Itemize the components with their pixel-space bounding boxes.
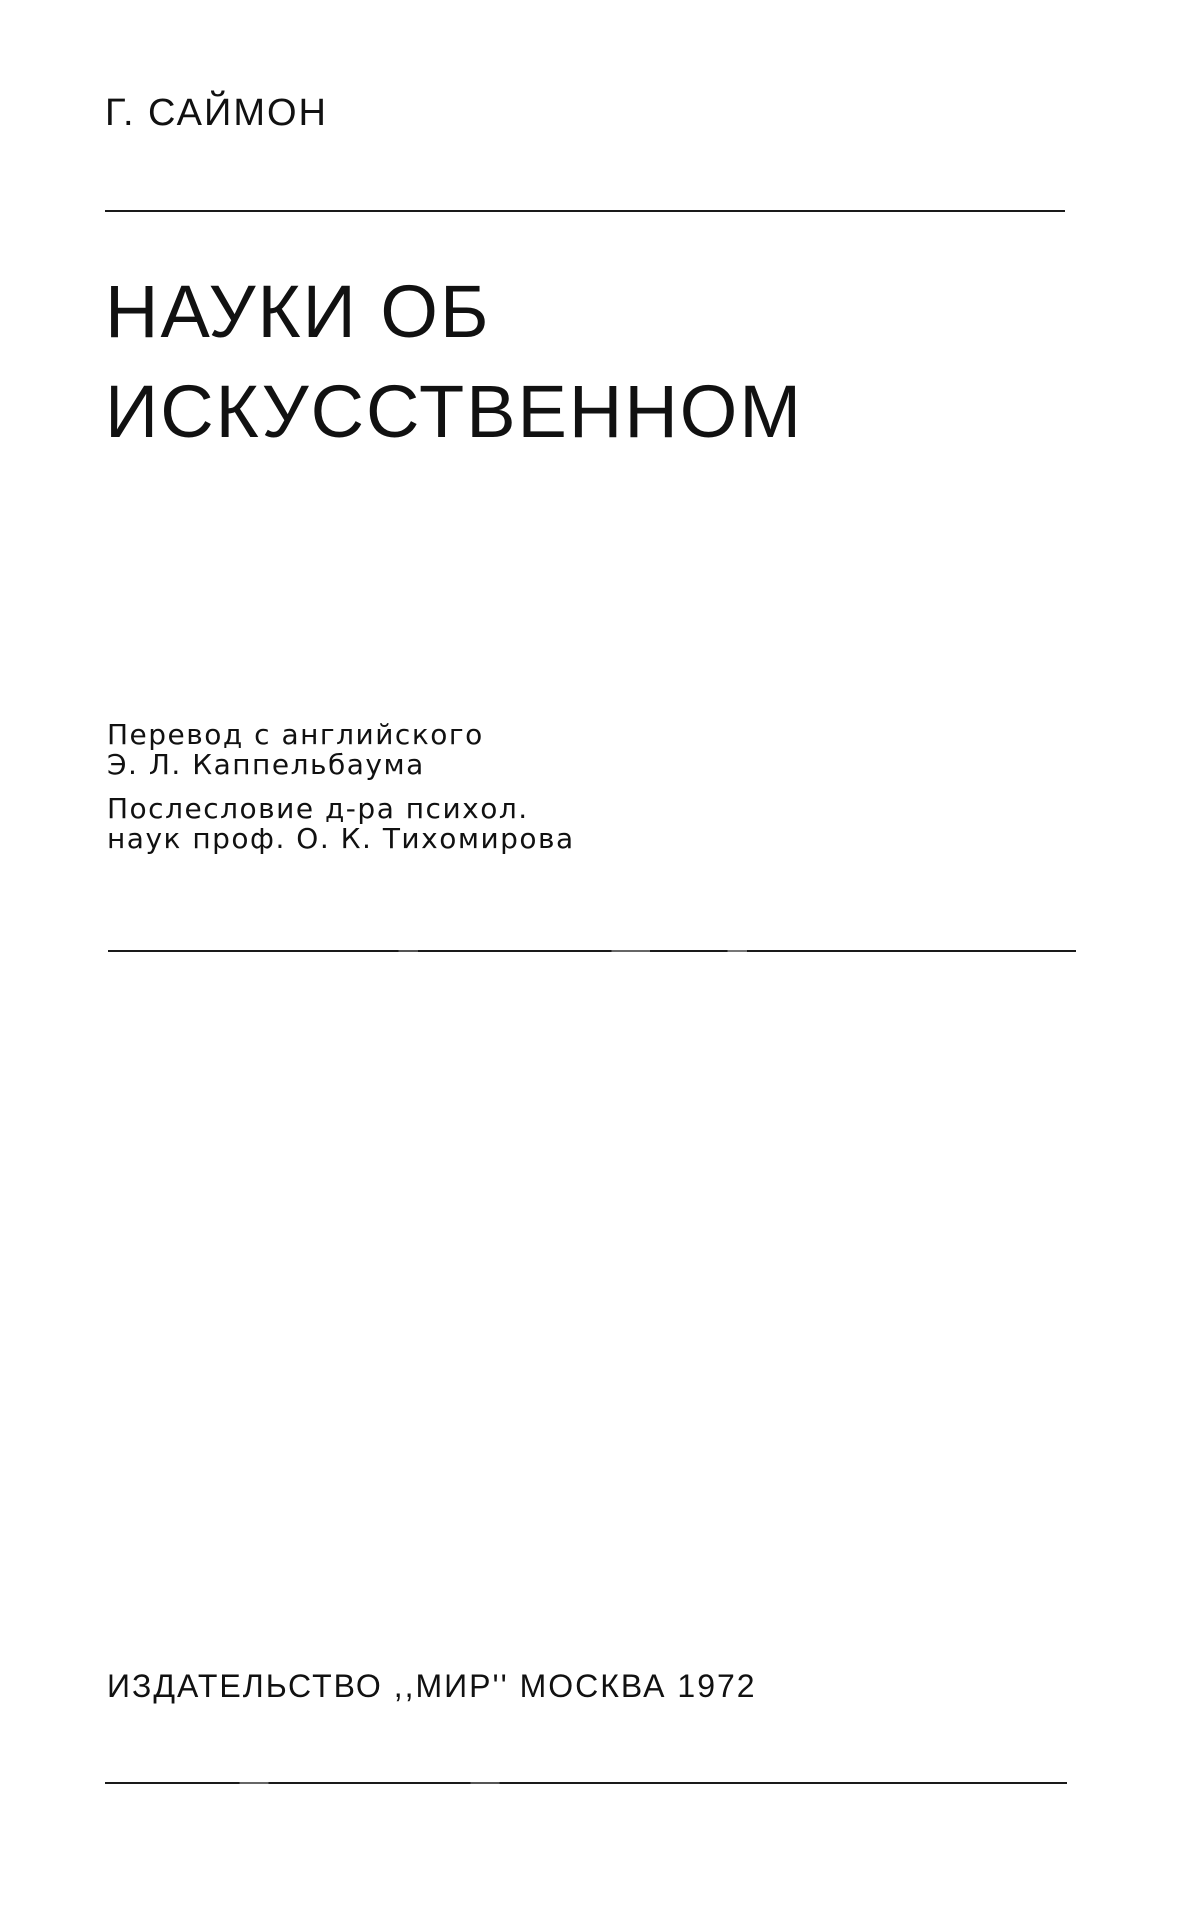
afterword-line-1: Послесловие д-ра психол. xyxy=(107,792,529,825)
book-title xyxy=(105,262,803,462)
translation-line-1: Перевод с английского xyxy=(107,718,484,751)
book-title-line-1: НАУКИ ОБ xyxy=(105,270,491,353)
bottom-divider xyxy=(105,1782,1067,1784)
afterword-line-2: наук проф. О. К. Тихомирова xyxy=(107,822,575,855)
translation-line-2: Э. Л. Каппельбаума xyxy=(107,748,425,781)
middle-divider xyxy=(108,950,1076,952)
afterword-credit xyxy=(107,794,575,854)
top-divider xyxy=(105,210,1065,212)
publisher-imprint: ИЗДАТЕЛЬСТВО ,,МИР'' МОСКВА 1972 xyxy=(107,1668,757,1704)
credits xyxy=(107,720,575,868)
translation-credit xyxy=(107,720,575,780)
author-name: Г. САЙМОН xyxy=(105,92,328,134)
book-title-line-2: ИСКУССТВЕННОМ xyxy=(105,370,803,453)
